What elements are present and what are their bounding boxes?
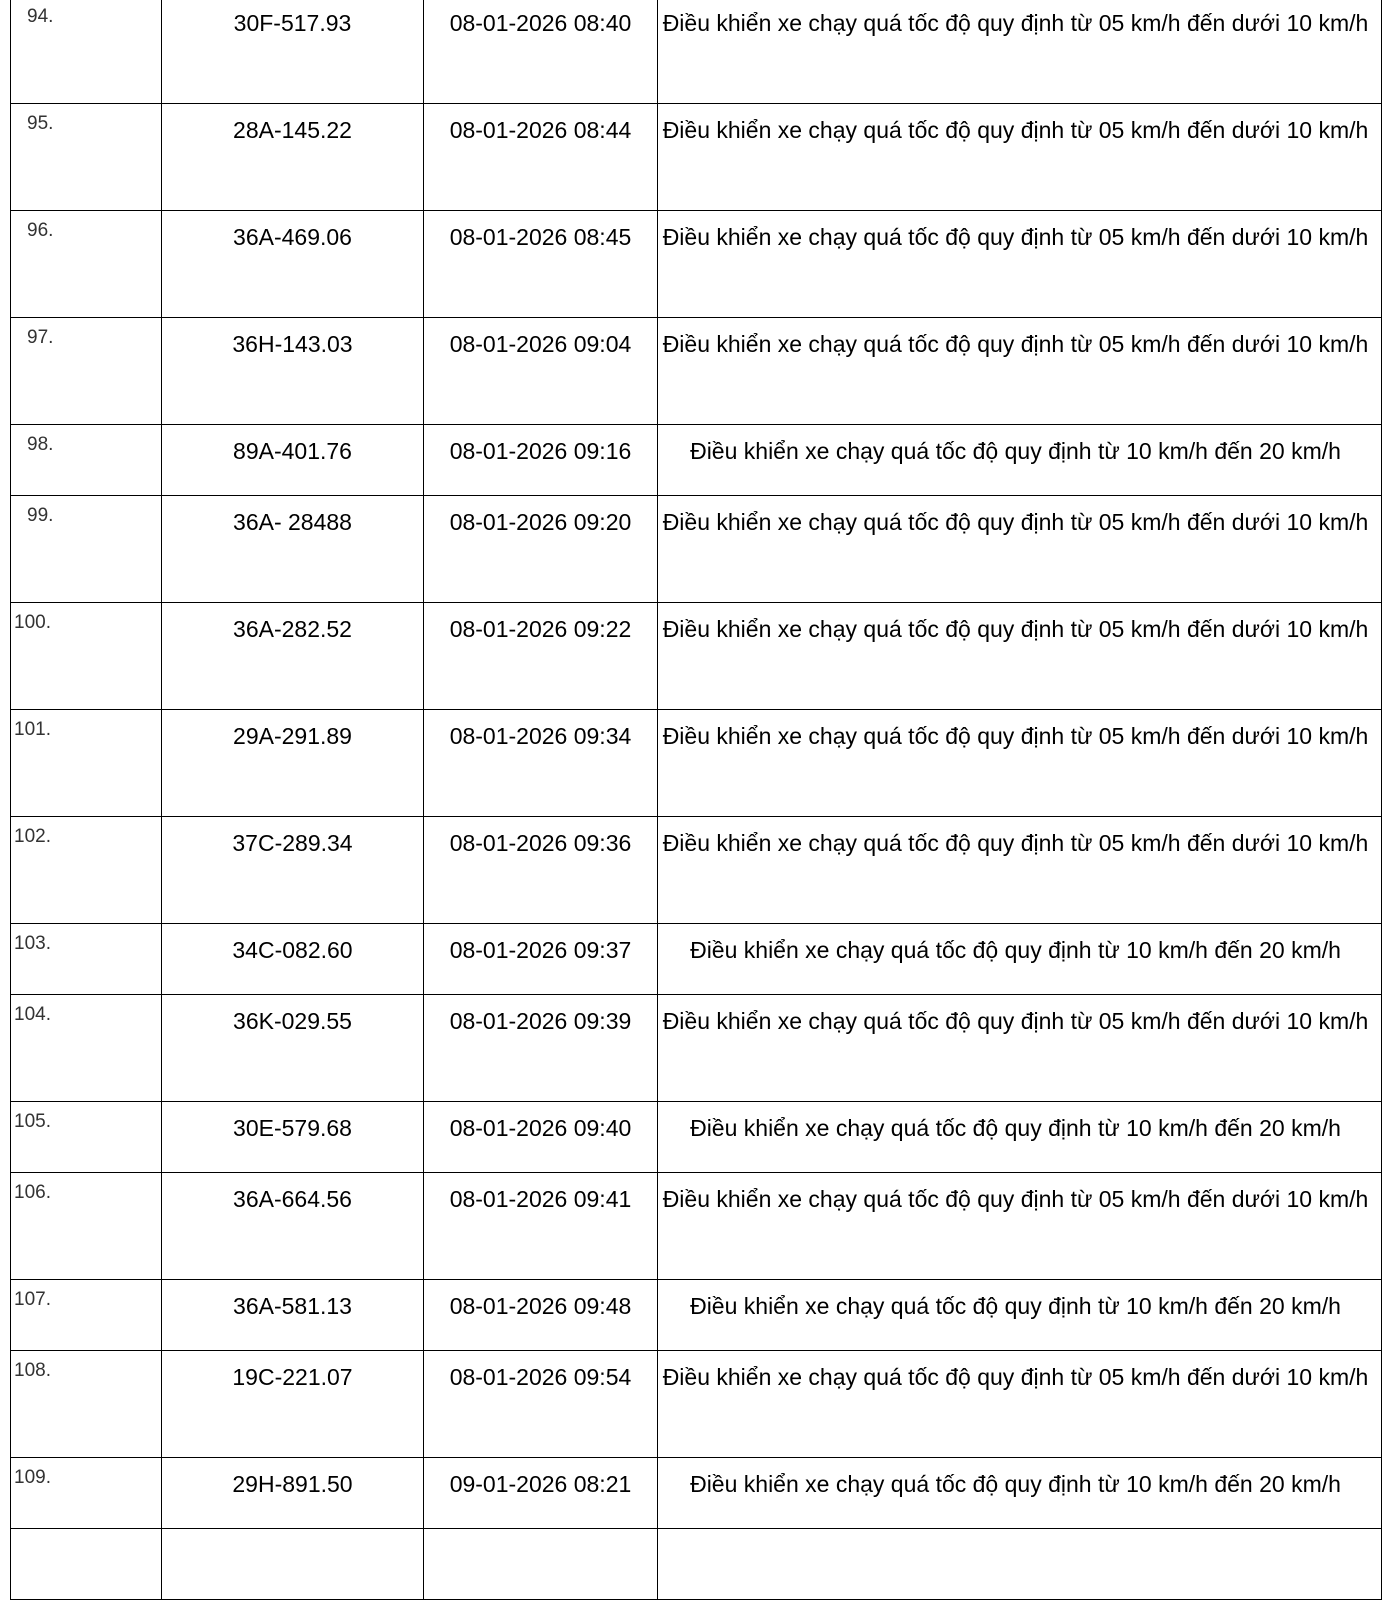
license-plate-cell: 36A-581.13 — [162, 1280, 424, 1351]
violations-table-body — [11, 0, 1382, 1600]
violation-description-cell: Điều khiển xe chạy quá tốc độ quy định từ 10 km/h đến 20 km/h — [658, 1280, 1382, 1351]
table-row-partial — [11, 1529, 1382, 1600]
row-index: 107. — [14, 1289, 51, 1310]
license-plate-cell — [162, 1529, 424, 1600]
license-plate-cell: 36A- 28488 — [162, 496, 424, 603]
row-index-cell — [11, 1173, 162, 1280]
table-row — [11, 924, 1382, 995]
row-index-cell — [11, 0, 162, 104]
table-row — [11, 425, 1382, 496]
violation-time-cell: 08-01-2026 09:54 — [424, 1351, 658, 1458]
row-index-cell — [11, 425, 162, 496]
table-row — [11, 0, 1382, 104]
row-index: 102. — [14, 826, 51, 847]
row-index: 99. — [27, 505, 54, 526]
violation-time-cell — [424, 1529, 658, 1600]
row-index: 109. — [14, 1467, 51, 1488]
violation-time-cell: 08-01-2026 08:45 — [424, 211, 658, 318]
violation-description-cell: Điều khiển xe chạy quá tốc độ quy định từ 05 km/h đến dưới 10 km/h — [658, 710, 1382, 817]
violation-description-cell: Điều khiển xe chạy quá tốc độ quy định từ 05 km/h đến dưới 10 km/h — [658, 1173, 1382, 1280]
violation-description-cell: Điều khiển xe chạy quá tốc độ quy định từ 10 km/h đến 20 km/h — [658, 924, 1382, 995]
violation-description-cell — [658, 1529, 1382, 1600]
table-row — [11, 211, 1382, 318]
license-plate-cell: 29H-891.50 — [162, 1458, 424, 1529]
row-index-cell — [11, 1529, 162, 1600]
row-index: 95. — [27, 113, 54, 134]
violation-description-cell: Điều khiển xe chạy quá tốc độ quy định từ 05 km/h đến dưới 10 km/h — [658, 817, 1382, 924]
row-index: 100. — [14, 612, 51, 633]
row-index-cell — [11, 603, 162, 710]
license-plate-cell: 34C-082.60 — [162, 924, 424, 995]
license-plate-cell: 28A-145.22 — [162, 104, 424, 211]
violation-time-cell: 09-01-2026 08:21 — [424, 1458, 658, 1529]
violation-description-cell: Điều khiển xe chạy quá tốc độ quy định từ 05 km/h đến dưới 10 km/h — [658, 0, 1382, 104]
row-index: 101. — [14, 719, 51, 740]
license-plate-cell: 36K-029.55 — [162, 995, 424, 1102]
row-index-cell — [11, 924, 162, 995]
row-index-cell — [11, 1102, 162, 1173]
table-row — [11, 603, 1382, 710]
violation-time-cell: 08-01-2026 09:22 — [424, 603, 658, 710]
table-row — [11, 496, 1382, 603]
row-index-cell — [11, 211, 162, 318]
violation-time-cell: 08-01-2026 09:34 — [424, 710, 658, 817]
license-plate-cell: 89A-401.76 — [162, 425, 424, 496]
row-index: 94. — [27, 6, 54, 27]
row-index-cell — [11, 1280, 162, 1351]
violation-description-cell: Điều khiển xe chạy quá tốc độ quy định từ 05 km/h đến dưới 10 km/h — [658, 104, 1382, 211]
row-index: 104. — [14, 1004, 51, 1025]
license-plate-cell: 36A-282.52 — [162, 603, 424, 710]
row-index: 97. — [27, 327, 54, 348]
violation-description-cell: Điều khiển xe chạy quá tốc độ quy định từ 05 km/h đến dưới 10 km/h — [658, 995, 1382, 1102]
license-plate-cell: 36A-469.06 — [162, 211, 424, 318]
violation-time-cell: 08-01-2026 08:40 — [424, 0, 658, 104]
violation-time-cell: 08-01-2026 09:40 — [424, 1102, 658, 1173]
violation-description-cell: Điều khiển xe chạy quá tốc độ quy định từ 05 km/h đến dưới 10 km/h — [658, 211, 1382, 318]
row-index: 98. — [27, 434, 54, 455]
violation-description-cell: Điều khiển xe chạy quá tốc độ quy định từ 05 km/h đến dưới 10 km/h — [658, 603, 1382, 710]
violation-description-cell: Điều khiển xe chạy quá tốc độ quy định từ 05 km/h đến dưới 10 km/h — [658, 1351, 1382, 1458]
row-index: 103. — [14, 933, 51, 954]
table-row — [11, 318, 1382, 425]
license-plate-cell: 36H-143.03 — [162, 318, 424, 425]
license-plate-cell: 37C-289.34 — [162, 817, 424, 924]
violation-time-cell: 08-01-2026 09:48 — [424, 1280, 658, 1351]
table-row — [11, 1173, 1382, 1280]
table-row — [11, 1280, 1382, 1351]
table-row — [11, 1102, 1382, 1173]
row-index-cell — [11, 1458, 162, 1529]
license-plate-cell: 30F-517.93 — [162, 0, 424, 104]
violation-time-cell: 08-01-2026 09:20 — [424, 496, 658, 603]
row-index-cell — [11, 104, 162, 211]
violation-time-cell: 08-01-2026 09:37 — [424, 924, 658, 995]
row-index-cell — [11, 496, 162, 603]
row-index-cell — [11, 318, 162, 425]
violation-description-cell: Điều khiển xe chạy quá tốc độ quy định từ 05 km/h đến dưới 10 km/h — [658, 318, 1382, 425]
violation-description-cell: Điều khiển xe chạy quá tốc độ quy định từ 05 km/h đến dưới 10 km/h — [658, 496, 1382, 603]
violation-description-cell: Điều khiển xe chạy quá tốc độ quy định từ 10 km/h đến 20 km/h — [658, 1102, 1382, 1173]
license-plate-cell: 36A-664.56 — [162, 1173, 424, 1280]
violation-description-cell: Điều khiển xe chạy quá tốc độ quy định từ 10 km/h đến 20 km/h — [658, 425, 1382, 496]
row-index-cell — [11, 817, 162, 924]
license-plate-cell: 29A-291.89 — [162, 710, 424, 817]
row-index-cell — [11, 995, 162, 1102]
table-row — [11, 104, 1382, 211]
violations-table — [10, 0, 1382, 1600]
license-plate-cell: 30E-579.68 — [162, 1102, 424, 1173]
violation-time-cell: 08-01-2026 08:44 — [424, 104, 658, 211]
table-row — [11, 995, 1382, 1102]
table-row — [11, 817, 1382, 924]
violation-time-cell: 08-01-2026 09:36 — [424, 817, 658, 924]
row-index: 106. — [14, 1182, 51, 1203]
row-index-cell — [11, 710, 162, 817]
license-plate-cell: 19C-221.07 — [162, 1351, 424, 1458]
violation-time-cell: 08-01-2026 09:39 — [424, 995, 658, 1102]
violation-description-cell: Điều khiển xe chạy quá tốc độ quy định từ 10 km/h đến 20 km/h — [658, 1458, 1382, 1529]
violation-time-cell: 08-01-2026 09:41 — [424, 1173, 658, 1280]
row-index-cell — [11, 1351, 162, 1458]
row-index: 105. — [14, 1111, 51, 1132]
violations-table-container — [10, 0, 1382, 1600]
table-row — [11, 710, 1382, 817]
violation-time-cell: 08-01-2026 09:04 — [424, 318, 658, 425]
table-row — [11, 1351, 1382, 1458]
violation-time-cell: 08-01-2026 09:16 — [424, 425, 658, 496]
row-index: 108. — [14, 1360, 51, 1381]
table-row — [11, 1458, 1382, 1529]
row-index: 96. — [27, 220, 54, 241]
